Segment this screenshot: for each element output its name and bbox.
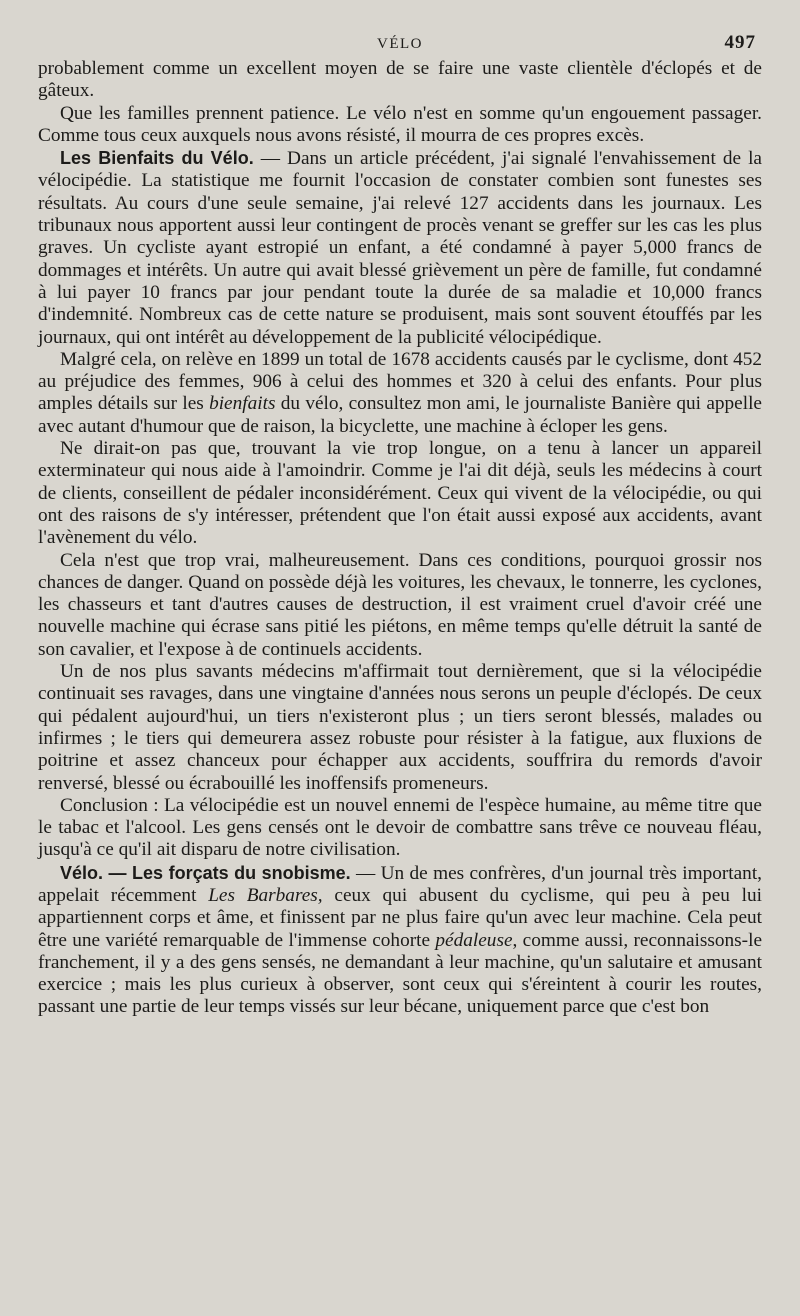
section-paragraph (38, 862, 762, 1019)
paragraph-text: — Un de mes confrères, d'un journal très important, appelait récemment (38, 862, 762, 906)
paragraph-text: Malgré cela, on relève en 1899 un total de 1678 accidents causés par le cyclisme, dont 452 au préjudice des femmes, 906 à celui des hommes et 320 à celui des enfants. Pour plus amples détails sur les (38, 348, 762, 415)
running-title: VÉLO (377, 36, 423, 52)
paragraph-text: du vélo, consultez mon ami, le journaliste Banière qui appelle avec autant d'humour que de raison, la bicyclette, une machine à écloper les gens. (38, 393, 762, 437)
paragraph (38, 349, 762, 438)
paragraph-text: , comme aussi, reconnaissons-le franchement, il y a des gens sensés, ne demandant à leur machine, qu'un salutaire et amusant exercice ; mais les plus curieux à observer, sont ceux qui s'éreintent à courir les routes, passant une partie de leur temps vissés sur leur bécane, uniquement parce que c'est bon (38, 929, 763, 1018)
paragraph: Ne dirait-on pas que, trouvant la vie trop longue, on a tenu à lancer un appareil exterminateur qui nous aide à l'amoindrir. Comme je l'ai dit déjà, seuls les médecins à court de clients, conseillent de pédaler inconsidérément. Ceux qui vivent de la vélocipédie, ou qui ont des raisons de s'y intéresser, prétendent que l'on était aussi exposé aux accidents, avant l'avènement du vélo. (38, 438, 762, 549)
section-paragraph (38, 147, 762, 349)
paragraph: Un de nos plus savants médecins m'affirmait tout dernièrement, que si la vélocipédie continuait ses ravages, dans une vingtaine d'années nous serons un peuple d'éclopés. De ceux qui pédalent aujourd'hui, un tiers n'existeront plus ; un tiers seront blessés, malades ou infirmes ; le tiers qui demeurera assez robuste pour résister à la fatigue, aux fluxions de poitrine et assez chanceux pour échapper aux accidents, souffrira du remords d'avoir renversé, blessé ou écrabouillé les inoffensifs promeneurs. (38, 661, 762, 794)
paragraph: Que les familles prennent patience. Le vélo n'est en somme qu'un engouement passager. Comme tous ceux auxquels nous avons résisté, il mourra de ces propres excès. (38, 102, 762, 146)
section-title: Vélo. — Les forçats du snobisme. (60, 862, 351, 883)
italic-text: Les Barbares, (208, 884, 323, 906)
paragraph: Conclusion : La vélocipédie est un nouvel ennemi de l'espèce humaine, au même titre que le tabac et l'alcool. Les gens censés ont le devoir de combattre sans trêve ce nouveau fléau, jusqu'à ce qu'il ait disparu de notre civilisation. (38, 794, 762, 861)
page-number: 497 (724, 32, 756, 53)
paragraph: probablement comme un excellent moyen de se faire une vaste clientèle d'éclopés et de gâteux. (38, 58, 762, 102)
page-header (38, 30, 762, 58)
paragraph-text: — Dans un article précédent, j'ai signalé l'envahissement de la vélocipédie. La statistique me fournit l'occasion de constater combien sont funestes ses résultats. Au cours d'une seule semaine, j'ai relevé 127 accidents dans les journaux. Les tribunaux nous apportent aussi leur contingent de procès venant se greffer sur les cas les plus graves. Un cycliste ayant estropié un enfant, a été condamné à payer 5,000 francs de dommages et intérêts. Un autre qui avait blessé grièvement un père de famille, fut condamné à lui payer 10 francs par jour pendant toute la durée de sa maladie et 10,000 francs d'indemnité. Nombreux cas de cette nature se produisent, mais sont souvent étouffés par les journaux, qui ont intérêt au développement de la publicité vélocipédique. (38, 148, 762, 348)
section-title: Les Bienfaits du Vélo. (60, 148, 254, 169)
italic-text: bienfaits (209, 393, 276, 415)
paragraph: Cela n'est que trop vrai, malheureusement. Dans ces conditions, pourquoi grossir nos chances de danger. Quand on possède déjà les voitures, les chevaux, le tonnerre, les cyclones, les chasseurs et tant d'autres causes de destruction, il est vraiment cruel d'avoir créé une nouvelle machine qui écrase sans pitié les piétons, en même temps qu'elle détruit la santé de son cavalier, et l'expose à de continuels accidents. (38, 549, 762, 660)
paragraph-text: ceux qui abusent du cyclisme, qui peu à peu lui appartiennent corps et âme, et finissent par ne plus faire qu'un avec leur machine. Cela peut être une variété remarquable de l'immense cohorte (38, 884, 763, 951)
body-text (38, 58, 762, 1019)
italic-text: pédaleuse (435, 929, 513, 951)
